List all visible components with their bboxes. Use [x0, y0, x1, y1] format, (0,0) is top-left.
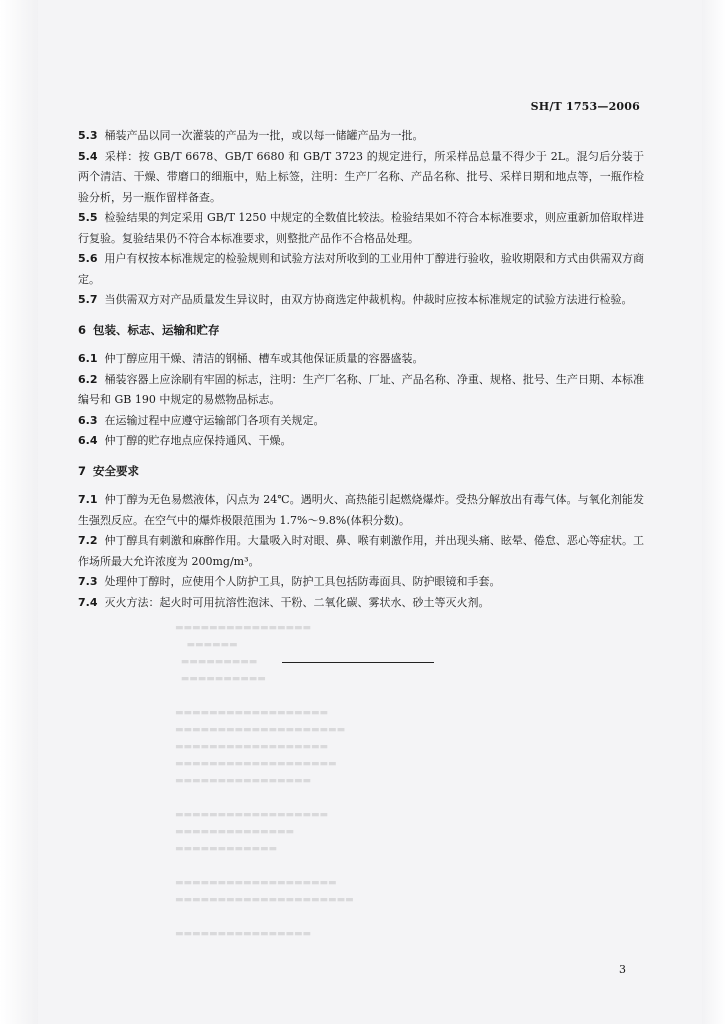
clause-number: 6.1: [78, 352, 98, 365]
document-body: [78, 126, 644, 613]
clause-text: 在运输过程中应遵守运输部门各项有关规定。: [104, 413, 325, 427]
clause-number: 7.4: [78, 595, 98, 609]
clause-number: 5.4: [78, 149, 98, 163]
clause-paragraph: [78, 411, 644, 432]
clause-number: 6.3: [78, 413, 98, 427]
clause-text: 仲丁醇具有刺激和麻醉作用。大量吸入时对眼、鼻、喉有刺激作用，并出现头痛、眩晕、倦怠、恶心等症状。工作场所最大允许浓度为 200mg/m³。: [78, 534, 644, 568]
clause-text: 桶装容器上应涂刷有牢固的标志，注明：生产厂名称、厂址、产品名称、净重、规格、批号、生产日期、本标准编号和 GB 190 中规定的易燃物品标志。: [78, 372, 644, 406]
section-heading: [78, 461, 644, 482]
clause-number: 5.5: [78, 211, 98, 224]
clause-paragraph: [78, 593, 644, 614]
clause-number: 6.2: [78, 372, 98, 386]
section-title: 安全要求: [93, 463, 140, 478]
clause-paragraph: [78, 370, 644, 411]
clause-paragraph: [78, 208, 644, 249]
section-title: 包装、标志、运输和贮存: [93, 322, 220, 337]
section-heading: [78, 320, 644, 341]
clause-text: 用户有权按本标准规定的检验规则和试验方法对所收到的工业用仲丁醇进行验收，验收期限和方式由供需双方商定。: [78, 252, 644, 286]
clause-number: 7.2: [78, 534, 98, 547]
page-number: 3: [619, 963, 626, 976]
clause-number: 5.6: [78, 252, 98, 265]
clause-number: 6.4: [78, 434, 98, 447]
clause-text: 灭火方法：起火时可用抗溶性泡沫、干粉、二氧化碳、雾状水、砂土等灭火剂。: [104, 595, 490, 609]
clause-text: 处理仲丁醇时，应使用个人防护工具，防护工具包括防毒面具、防护眼镜和手套。: [104, 575, 501, 588]
clause-paragraph: [78, 572, 644, 593]
clause-number: 7.3: [78, 575, 98, 588]
clause-paragraph: [78, 531, 644, 572]
clause-text: 桶装产品以同一次灌装的产品为一批，或以每一储罐产品为一批。: [104, 129, 424, 142]
standard-number-header: SH/T 1753—2006: [530, 100, 640, 113]
clause-text: 仲丁醇的贮存地点应保持通风、干燥。: [104, 434, 292, 447]
clause-paragraph: [78, 147, 644, 209]
clause-text: 检验结果的判定采用 GB/T 1250 中规定的全数值比较法。检验结果如不符合本标准要求，则应重新加倍取样进行复验。复验结果仍不符合本标准要求，则整批产品作不合格品处理。: [78, 211, 644, 245]
clause-number: 5.3: [78, 129, 98, 142]
clause-paragraph: [78, 490, 644, 531]
clause-number: 7.1: [78, 493, 98, 506]
end-of-document-rule: [282, 662, 434, 663]
clause-paragraph: [78, 431, 644, 452]
clause-paragraph: [78, 349, 644, 370]
section-number: 7: [78, 463, 87, 478]
clause-paragraph: [78, 290, 644, 311]
clause-text: 仲丁醇应用干燥、清洁的钢桶、槽车或其他保证质量的容器盛装。: [104, 352, 424, 365]
clause-text: 采样：按 GB/T 6678、GB/T 6680 和 GB/T 3723 的规定进行，所采样品总量不得少于 2L。混匀后分装于两个清洁、干燥、带磨口的细瓶中，贴上标签，注明：生产厂名称、产品名称、批号、采样日期和地点等，一瓶作检验分析，另一瓶作留样备查。: [78, 149, 644, 204]
clause-paragraph: [78, 249, 644, 290]
bleed-through-text: ▬▬▬▬▬▬▬▬▬▬▬▬▬▬▬▬ ▬▬▬▬▬▬ ▬▬▬▬▬▬▬▬▬ ▬▬▬▬▬▬▬▬▬▬ ▬▬▬▬▬▬▬▬▬▬▬▬▬▬▬▬▬▬ ▬▬▬▬▬▬▬▬▬▬▬▬▬▬▬▬▬▬▬▬ ▬▬▬▬▬▬▬▬▬▬▬▬▬▬▬▬▬▬ ▬▬▬▬▬▬▬▬▬▬▬▬▬▬▬▬▬▬▬ ▬▬▬▬▬▬▬▬▬▬▬▬▬▬▬▬ ▬▬▬▬▬▬▬▬▬▬▬▬▬▬▬▬▬▬ ▬▬▬▬▬▬▬▬▬▬▬▬▬▬ ▬▬▬▬▬▬▬▬▬▬▬▬ ▬▬▬▬▬▬▬▬▬▬▬▬▬▬▬▬▬▬▬ ▬▬▬▬▬▬▬▬▬▬▬▬▬▬▬▬▬▬▬▬▬ ▬▬▬▬▬▬▬▬▬▬▬▬▬▬▬▬: [175, 623, 354, 939]
clause-text: 仲丁醇为无色易燃液体，闪点为 24℃。遇明火、高热能引起燃烧爆炸。受热分解放出有毒气体。与氧化剂能发生强烈反应。在空气中的爆炸极限范围为 1.7%～9.8%(体积分数)。: [78, 493, 644, 527]
clause-paragraph: [78, 126, 644, 147]
clause-text: 当供需双方对产品质量发生异议时，由双方协商选定仲裁机构。仲裁时应按本标准规定的试验方法进行检验。: [104, 293, 633, 306]
clause-number: 5.7: [78, 293, 98, 306]
section-number: 6: [78, 322, 87, 337]
